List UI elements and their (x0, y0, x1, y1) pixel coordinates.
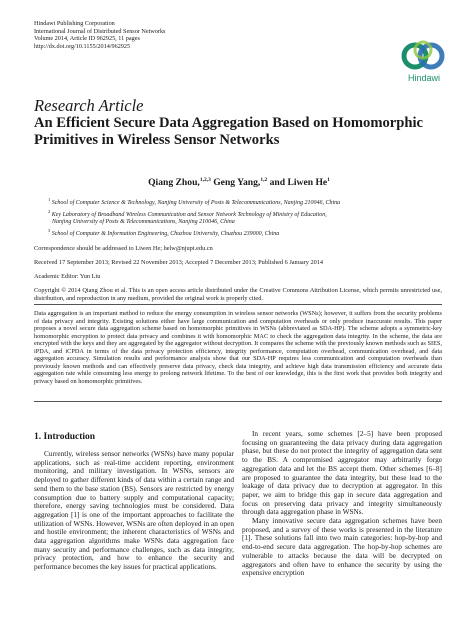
author-name: Geng Yang, (213, 177, 261, 189)
body-paragraph: Many innovative secure data aggregation schemes have been proposed, and a survey of these works is presented in the literature [1]. These solutions fall into two main categories: hop-by-hop and end-to-end secure data aggregation. The hop-by-hop schemes are vulnerable to attacks because the data will be decrypted on aggregators and often have to enhance the security by using the expensive encryption (242, 516, 442, 578)
logo-text: Hindawi (407, 73, 440, 83)
body-paragraph: In recent years, some schemes [2–5] have been proposed focusing on guaranteeing the data privacy during data aggregation phase, but these do not protect the integrity of aggregation data sent to the BS. A compromised aggregator may arbitrarily forge aggregation data and let the BS accept them. Other schemes [6–8] are proposed to guarantee the data integrity, but these lead to the leakage of data privacy due to decryption at aggregator. In this paper, we aim to bridge this gap in secure data aggregation and focus on preserving data privacy and integrity simultaneously through data aggregation phase in WSNs. (242, 429, 442, 517)
article-type: Research Article (34, 96, 144, 115)
affiliation-text: School of Computer & Information Engineering, Chuzhou University, Chuzhou 239000, China (51, 230, 280, 237)
body-paragraph: Currently, wireless sensor networks (WSNs) have many popular applications, such as real-time accident reporting, environment monitoring, and military investigation. In WSNs, sensors are deployed to gather different kinds of data within a certain range and send them to the base station (BS). Sensors are restricted by energy consumption due to battery supply and computational capacity; therefore, energy saving technologies must be considered. Data aggregation [1] is one of the important approaches to facilitate the utilization of WSNs. However, WSNs are often deployed in an open and hostile environment; the inherent characteristics of WSNs and data aggregation algorithms make WSNs data aggregation face many security and performance challenges, such as data integrity, privacy protection, and how to enhance the security and performance becomes the key issues for practical applications. (34, 449, 234, 572)
academic-editor: Academic Editor: Yun Liu (34, 273, 101, 280)
author-affil-sup: 1,2,3 (199, 177, 211, 183)
journal-line: International Journal of Distributed Sensor Networks (34, 27, 166, 35)
affiliation-number: 3 (48, 227, 51, 233)
abstract-text: Data aggregation is an important method to reduce the energy consumption in wireless sensor networks (WSNs); however, it suffers from the security problems of data privacy and integrity. Existing solutions either have large communication and computation overheads or only produce inaccurate results. This paper proposes a novel secure data aggregation scheme based on homomorphic primitives in WSNs (abbreviated as SDA-HP). The scheme adopts a symmetric-key homomorphic encryption to protect data privacy and combines it with homomorphic MAC to check the aggregation data integrity. In the scheme, the data are encrypted with the keys and they are aggregated by the aggregator without decryption. It compares the scheme with the previously known methods such as SIES, iPDA, and iCPDA in terms of the data privacy protection efficiency, integrity performance, computation overhead, communication overhead, and data aggregation accuracy. Simulation results and performance analysis show that our SDA-HP requires less communication and computation overheads than previously known methods and can effectively preserve data privacy, check data integrity, and achieve high data transmission efficiency and accurate data aggregation rate while consuming less energy to prolong network lifetime. To the best of our knowledge, this is the first work that provides both integrity and privacy based on homomorphic primitives. (34, 310, 442, 385)
author-list (34, 177, 444, 188)
author-affil-sup: 1 (327, 177, 330, 183)
left-column (34, 450, 234, 572)
abstract-rule-top (34, 304, 442, 305)
affiliation-text: School of Computer Science & Technology, Nanjing University of Posts & Telecommunications, Nanjing 210046, China (51, 200, 341, 206)
correspondence-line: Correspondence should be addressed to Liwen He; helw@njupt.edu.cn (34, 245, 213, 252)
affiliation-number: 2 (48, 208, 51, 214)
author-affil-sup: 1,2 (260, 177, 268, 183)
affiliation-text: Nanjing University of Posts & Telecommunications, Nanjing 210046, China (52, 219, 235, 226)
affiliation-item (48, 227, 448, 238)
section-heading-introduction: 1. Introduction (34, 432, 96, 442)
affiliation-item (48, 208, 448, 227)
affiliation-item (48, 196, 448, 207)
affiliations (48, 196, 448, 239)
dates-line: Received 17 September 2013; Revised 22 November 2013; Accepted 7 December 2013; Published 6 January 2014 (34, 259, 324, 266)
abstract-rule-bottom (34, 401, 442, 402)
author-name: and Liwen He (269, 177, 328, 189)
affiliation-number: 1 (48, 197, 51, 202)
paper-title: An Efficient Secure Data Aggregation Based on Homomorphic Primitives in Wireless Sensor Networks (34, 115, 424, 148)
journal-header (34, 20, 294, 50)
publisher-line: Hindawi Publishing Corporation (34, 20, 115, 27)
author-name: Qiang Zhou, (148, 177, 200, 189)
affiliation-text: Key Laboratory of Broadband Wireless Communication and Sensor Network Technology of Ministry of Education, (51, 211, 327, 218)
right-column (242, 430, 442, 578)
doi-link[interactable]: http://dx.doi.org/10.1155/2014/962925 (34, 42, 131, 50)
volume-line: Volume 2014, Article ID 962925, 11 pages (34, 35, 140, 43)
copyright-notice: Copyright © 2014 Qiang Zhou et al. This is an open access article distributed under the Creative Commons Attribution License, which permits unrestricted use, distribution, and reproduction in any medium, provided the original work is properly cited. (34, 287, 442, 302)
